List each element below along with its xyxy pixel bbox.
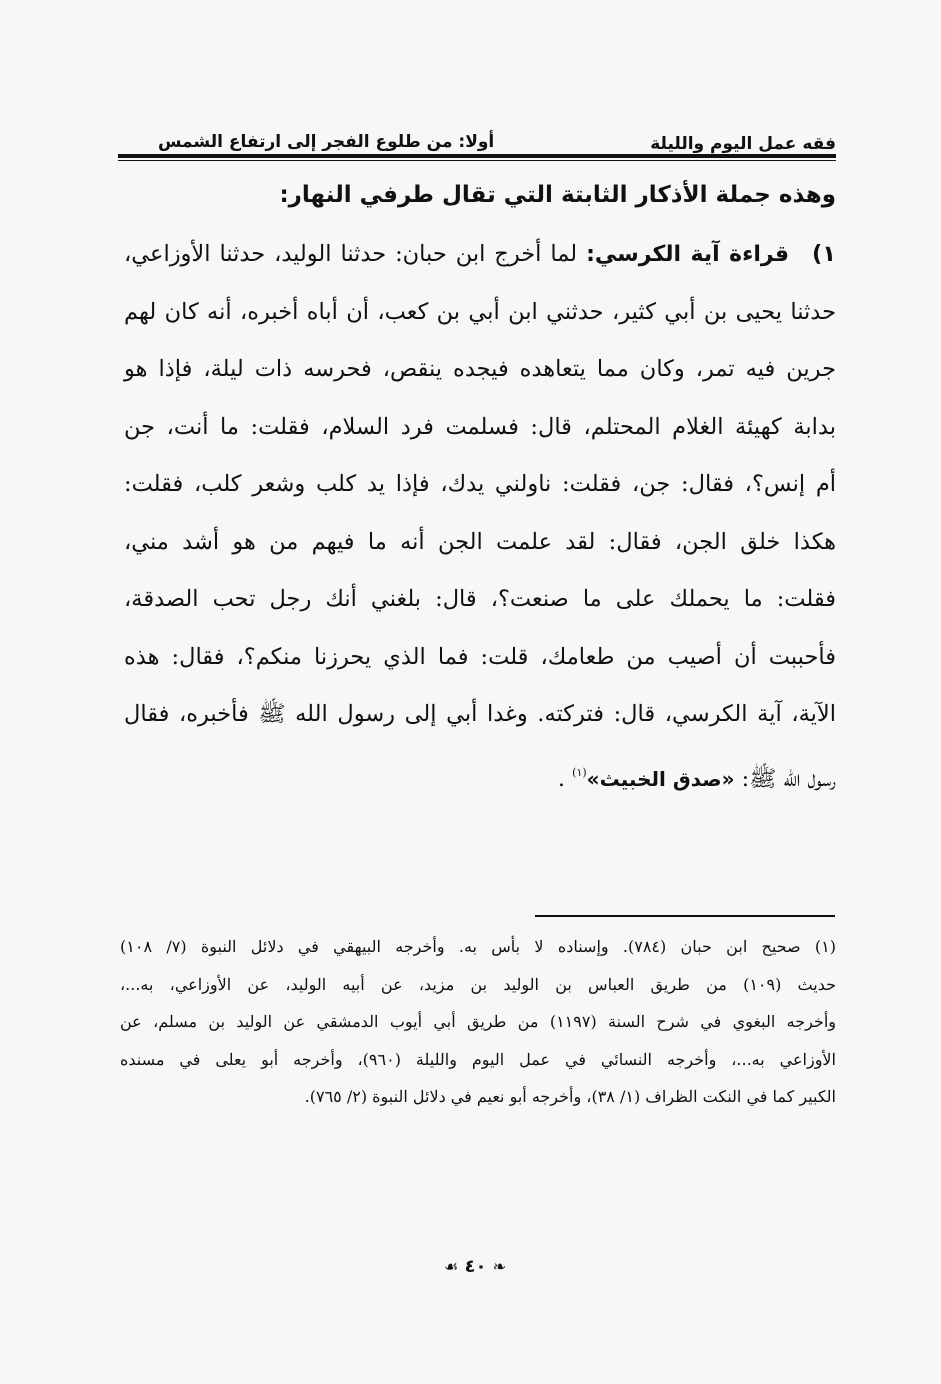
- footnote-line-1: (١) صحيح ابن حبان (٧٨٤). وإسناده لا بأس به. وأخرجه البيهقي في دلائل النبوة (٧/ ١٠٨): [120, 937, 836, 956]
- main-text: [124, 226, 836, 808]
- last-line-suffix: .: [557, 765, 565, 792]
- last-line-prefix: رسول الله ﷺ:: [741, 765, 836, 792]
- text-line-6: هكذا خلق الجن، فقال: لقد علمت الجن أنه ما فيهم من هو أشد مني،: [124, 528, 836, 555]
- hadith-quote: «صدق الخبيث»: [586, 766, 735, 791]
- footnote-line-4: الأوزاعي به...، وأخرجه النسائي في عمل اليوم والليلة (٩٦٠)، وأخرجه أبو يعلى في مسنده: [120, 1049, 836, 1069]
- header-rule-thick: [118, 154, 836, 158]
- text-line-8: فأحببت أن أصيب من طعامك، قلت: فما الذي يحرزنا منكم؟، فقال: هذه: [124, 643, 836, 670]
- footnote-line-5: الكبير كما في النكت الظراف (١/ ٣٨)، وأخرجه أبو نعيم في دلائل النبوة (٢/ ٧٦٥).: [304, 1087, 836, 1106]
- text-line-5: أم إنس؟، فقال: جن، فقلت: ناولني يدك، فإذا يد كلب وشعر كلب، فقلت:: [124, 471, 836, 497]
- text-line-1: [124, 226, 836, 284]
- ornament-right-icon: ❧: [492, 1257, 507, 1276]
- item-lead-term: قراءة آية الكرسي:: [586, 242, 789, 267]
- header-rule-thin: [118, 160, 836, 161]
- chapter-title: أولا: من طلوع الفجر إلى ارتفاع الشمس: [158, 132, 495, 152]
- footnote-separator: [535, 915, 835, 917]
- text-line-9: الآية، آية الكرسي، قال: فتركته. وغدا أبي إلى رسول الله ﷺ فأخبره، فقال: [124, 701, 836, 727]
- ornament-left-icon: ☙: [443, 1257, 459, 1276]
- text-line-7: فقلت: ما يحملك على ما صنعت؟، قال: بلغني أنك رجل تحب الصدقة،: [124, 586, 836, 612]
- text-line-3: جرين فيه تمر، وكان مما يتعاهده فيجده ينقص، فحرسه ذات ليلة، فإذا هو: [124, 356, 836, 382]
- text-line-10: [124, 744, 836, 809]
- item-first-line-text: لما أخرج ابن حبان: حدثنا الوليد، حدثنا الأوزاعي،: [124, 241, 578, 267]
- footnote-line-3: وأخرجه البغوي في شرح السنة (١١٩٧) من طريق أبي أيوب الدمشقي عن الوليد بن مسلم، عن: [120, 1012, 837, 1031]
- text-line-2: حدثنا يحيى بن أبي كثير، حدثني ابن أبي بن كعب، أن أباه أخبره، أنه كان لهم: [124, 298, 836, 325]
- footnote-reference[interactable]: (١): [572, 765, 587, 779]
- text-line-4: بدابة كهيئة الغلام المحتلم، قال: فسلمت فرد السلام، فقلت: ما أنت، جن: [124, 413, 836, 440]
- page-number: [430, 1256, 520, 1277]
- item-number: ١): [811, 241, 836, 267]
- book-title: فقه عمل اليوم والليلة: [650, 134, 836, 154]
- page-number-value: ٤٠: [464, 1256, 487, 1277]
- footnote-line-2: حديث (١٠٩) من طريق العباس بن الوليد بن مزيد، عن أبيه الوليد، عن الأوزاعي، به...،: [120, 974, 836, 994]
- footnotes: [120, 928, 836, 1116]
- section-heading: وهذه جملة الأذكار الثابتة التي تقال طرفي النهار:: [279, 182, 836, 208]
